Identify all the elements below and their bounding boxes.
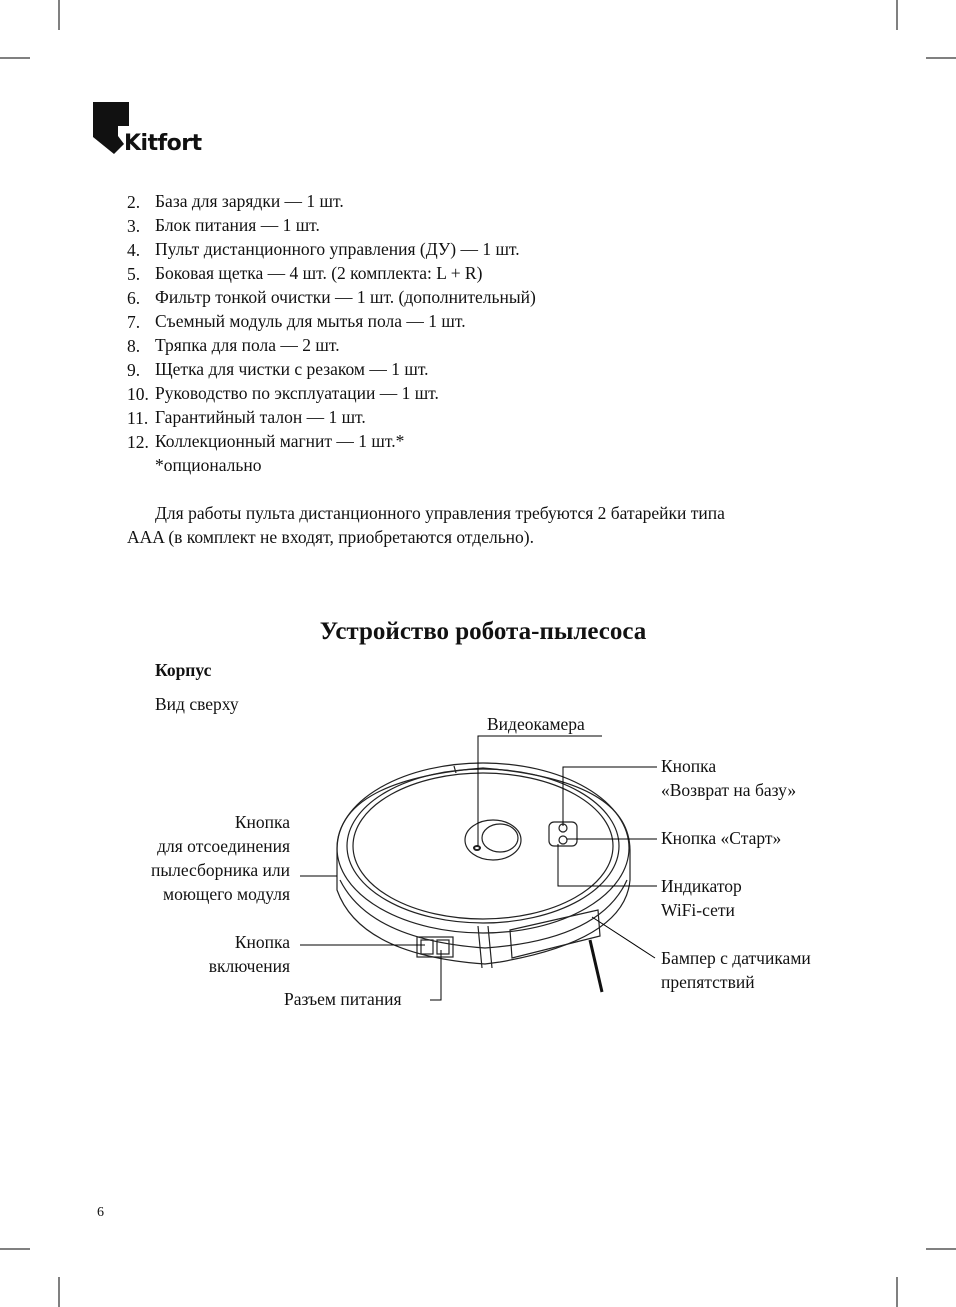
list-number: 3.	[127, 216, 141, 236]
list-number: 12.	[127, 432, 149, 452]
label-home-button: Кнопка	[661, 756, 717, 776]
list-item: Руководство по эксплуатации — 1 шт.	[155, 383, 439, 403]
label-line: включения	[208, 956, 290, 976]
list-item: Коллекционный магнит — 1 шт.*	[155, 431, 405, 451]
list-item: Щетка для чистки с резаком — 1 шт.	[155, 359, 429, 379]
label-bumper: Бампер с датчиками	[661, 948, 811, 968]
label-line: Кнопка	[234, 932, 290, 952]
label-camera: Видеокамера	[487, 714, 585, 734]
label-wifi-indicator: WiFi-сети	[661, 900, 735, 920]
label-home-button: «Возврат на базу»	[661, 780, 797, 800]
footnote: *опционально	[155, 455, 262, 475]
label-wifi-indicator: Индикатор	[661, 876, 742, 896]
section-title: Устройство робота-пылесоса	[319, 618, 647, 645]
list-number: 5.	[127, 264, 141, 284]
list-item: Тряпка для пола — 2 шт.	[155, 335, 340, 355]
list-number: 9.	[127, 360, 141, 380]
label-start-button: Кнопка «Старт»	[661, 828, 782, 848]
subsection-title: Корпус	[155, 660, 212, 680]
list-item: Съемный модуль для мытья пола — 1 шт.	[155, 311, 466, 331]
label-line: моющего модуля	[163, 884, 290, 904]
list-item: Пульт дистанционного управления (ДУ) — 1 шт.	[155, 239, 520, 259]
label-line: Кнопка	[234, 812, 290, 832]
view-caption: Вид сверху	[155, 694, 239, 714]
list-number: 7.	[127, 312, 141, 332]
label-detach-button	[151, 810, 290, 906]
label-power-socket: Разъем питания	[284, 989, 402, 1009]
list-item: Боковая щетка — 4 шт. (2 комплекта: L + R)	[155, 263, 483, 283]
list-item: Гарантийный талон — 1 шт.	[155, 407, 366, 427]
list-number: 10.	[127, 384, 149, 404]
list-number: 6.	[127, 288, 141, 308]
label-bumper: препятствий	[661, 972, 755, 992]
list-item: База для зарядки — 1 шт.	[155, 191, 344, 211]
list-number: 11.	[127, 408, 149, 428]
list-item: Фильтр тонкой очистки — 1 шт. (дополнительный)	[155, 287, 536, 307]
battery-note-line2: AAA (в комплект не входят, приобретаются отдельно).	[127, 527, 535, 547]
brand-logo-text: Kitfort	[124, 131, 202, 156]
label-line: пылесборника или	[150, 860, 290, 880]
list-number: 2.	[127, 192, 141, 212]
battery-note-line1: Для работы пульта дистанционного управления требуются 2 батарейки типа	[155, 503, 725, 523]
list-item: Блок питания — 1 шт.	[155, 215, 320, 235]
page-number: 6	[97, 1205, 104, 1220]
list-number: 8.	[127, 336, 141, 356]
list-number: 4.	[127, 240, 141, 260]
label-line: для отсоединения	[157, 836, 290, 856]
label-power-button	[209, 930, 290, 978]
